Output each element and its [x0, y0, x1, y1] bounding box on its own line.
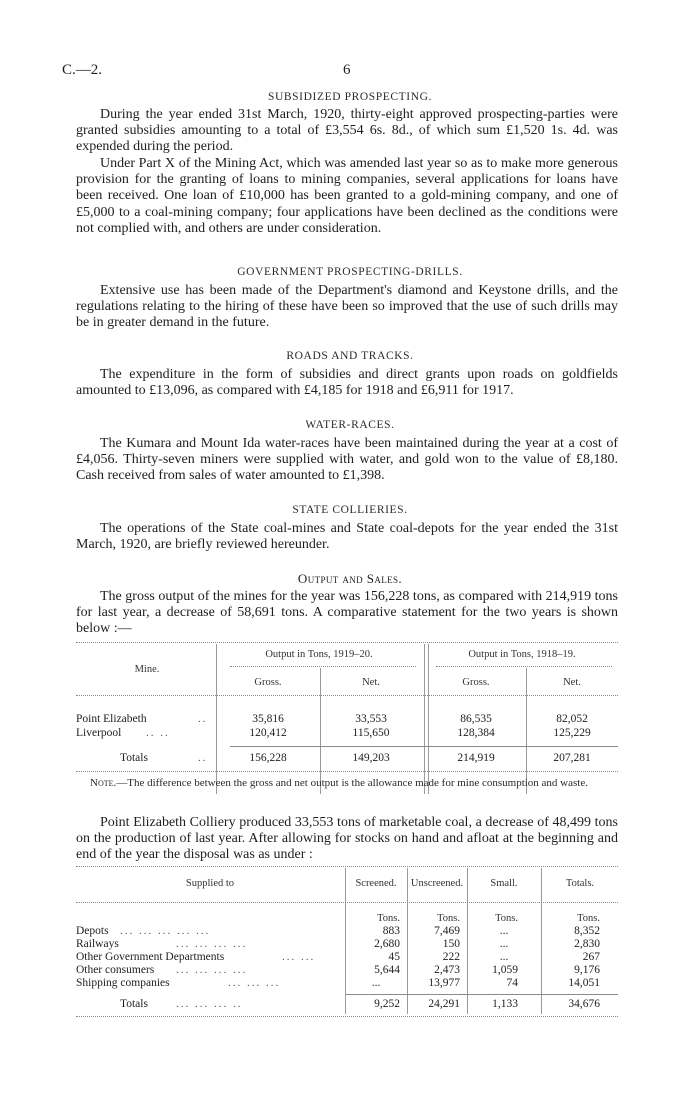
cell-value: 33,553 — [355, 713, 387, 725]
note-lead: Note. — [90, 777, 117, 789]
column-header-net: Net. — [563, 677, 581, 688]
total-value: 156,228 — [249, 752, 287, 764]
cell-value: 82,052 — [556, 713, 588, 725]
cell-value: 2,680 — [374, 938, 400, 950]
cell-value: 2,473 — [434, 964, 460, 976]
section-heading-subsidized: SUBSIDIZED PROSPECTING. — [268, 91, 432, 103]
cell-value: 5,644 — [374, 964, 400, 976]
paragraph-output: The gross output of the mines for the year was 156,228 tons, as compared with 214,919 tons for last year, a decrease of 58,691 tons. A comparative statement for the two years is shown below :— — [76, 589, 618, 637]
column-header-output-1918-19: Output in Tons, 1918–19. — [468, 649, 576, 660]
total-value: 9,252 — [374, 998, 400, 1010]
leader-dots: ... ... ... ... — [176, 964, 248, 976]
leader-dots: ... ... — [282, 951, 316, 963]
column-header-gross: Gross. — [254, 677, 282, 688]
unit-label: Tons. — [577, 913, 600, 924]
paragraph-collieries: The operations of the State coal-mines and State coal-depots for the year ended the 31st March, 1920, are briefly reviewed hereunder. — [76, 521, 618, 553]
unit-label: Tons. — [377, 913, 400, 924]
table-bottom-rule — [76, 1016, 618, 1017]
cell-value: ... — [499, 938, 509, 950]
totals-label: Totals — [120, 752, 148, 764]
paragraph-drills: Extensive use has been made of the Department's diamond and Keystone drills, and the regulations relating to the hiring of these have been so improved that the use of such drills may be in greater demand in the future. — [76, 283, 618, 331]
paragraph-point-elizabeth: Point Elizabeth Colliery produced 33,553 tons of marketable coal, a decrease of 48,499 tons on the production of last year. After allowing for stocks on hand and afloat at the beginning and end of the year the disposal was as under : — [76, 815, 618, 863]
total-value: 34,676 — [568, 998, 600, 1010]
cell-value: 150 — [442, 938, 460, 950]
cell-value: 128,384 — [457, 727, 495, 739]
leader-dots: .. — [198, 752, 208, 764]
cell-value: ... — [499, 925, 509, 937]
leader-dots: ... ... ... ... ... — [120, 925, 211, 937]
column-header-unscreened: Unscreened. — [410, 878, 464, 889]
leader-dots: ... ... ... .. — [176, 998, 243, 1010]
cell-value: 74 — [506, 977, 518, 989]
cell-value: 86,535 — [460, 713, 492, 725]
totals-top-rule — [230, 746, 618, 747]
cell-value: 222 — [442, 951, 460, 963]
cell-value: 45 — [388, 951, 400, 963]
paragraph-roads: The expenditure in the form of subsidies and direct grants upon roads on goldfields amounted to £13,096, as compared with £4,185 for 1918 and £6,911 for 1917. — [76, 367, 618, 399]
total-value: 1,133 — [492, 998, 518, 1010]
unit-label: Tons. — [437, 913, 460, 924]
cell-value: 35,816 — [252, 713, 284, 725]
row-label: Railways — [76, 938, 119, 950]
section-heading-roads: ROADS AND TRACKS. — [286, 350, 414, 362]
leader-dots: .. .. — [146, 727, 170, 739]
total-value: 214,919 — [457, 752, 495, 764]
document-reference: C.—2. — [62, 62, 103, 78]
cell-value: ... — [499, 951, 509, 963]
section-heading-drills: GOVERNMENT PROSPECTING-DRILLS. — [237, 266, 463, 278]
totals-top-rule — [346, 994, 618, 995]
column-divider — [541, 868, 542, 1014]
total-value: 207,281 — [553, 752, 591, 764]
totals-label: Totals — [120, 998, 148, 1010]
row-label: Depots — [76, 925, 109, 937]
total-value: 149,203 — [352, 752, 390, 764]
unit-label: Tons. — [495, 913, 518, 924]
row-label: Other Government Departments — [76, 951, 225, 963]
cell-value: 2,830 — [574, 938, 600, 950]
cell-value: 115,650 — [352, 727, 390, 739]
section-heading-output: Output and Sales. — [297, 571, 403, 586]
cell-value: 7,469 — [434, 925, 460, 937]
total-value: 24,291 — [428, 998, 460, 1010]
section-heading-water-races: WATER-RACES. — [305, 419, 395, 431]
cell-value: 8,352 — [574, 925, 600, 937]
group-header-rule — [436, 666, 612, 667]
header-bottom-rule — [76, 695, 618, 696]
column-header-supplied-to: Supplied to — [185, 878, 235, 889]
column-header-mine: Mine. — [134, 664, 160, 675]
row-label: Point Elizabeth — [76, 713, 147, 725]
column-header-output-1919-20: Output in Tons, 1919–20. — [265, 649, 373, 660]
table-top-rule — [76, 642, 618, 643]
column-header-small: Small. — [490, 878, 518, 889]
row-label: Liverpool — [76, 727, 122, 739]
cell-value: 120,412 — [249, 727, 287, 739]
row-label: Other consumers — [76, 964, 155, 976]
column-header-screened: Screened. — [355, 878, 397, 889]
header-bottom-rule — [76, 902, 618, 903]
paragraph-mining-act: Under Part X of the Mining Act, which was amended last year so as to make more generous provision for the granting of loans to mining companies, several applications for loans have been received. One loan of £10,000 has been granted to a gold-mining company, and one of £5,000 to a coal-mining company; four applications have been declined as the conditions were not complied with, and others are under consideration. — [76, 156, 618, 236]
table-note — [76, 776, 618, 792]
cell-value: 14,051 — [568, 977, 600, 989]
page-number: 6 — [343, 62, 351, 78]
column-header-gross: Gross. — [462, 677, 490, 688]
paragraph-water-races: The Kumara and Mount Ida water-races have been maintained during the year at a cost of £4,056. Thirty-seven miners were supplied with water, and gold won to the value of £8,180. Cash received from sales of water amounted to £1,398. — [76, 436, 618, 484]
cell-value: 267 — [582, 951, 600, 963]
leader-dots: ... ... ... ... — [176, 938, 248, 950]
table-top-rule — [76, 866, 618, 867]
cell-value: 13,977 — [428, 977, 460, 989]
leader-dots: ... ... ... — [228, 977, 281, 989]
table-bottom-rule — [76, 771, 618, 772]
row-label: Shipping companies — [76, 977, 170, 989]
leader-dots: .. — [198, 713, 208, 725]
cell-value: ... — [371, 977, 381, 989]
cell-value: 125,229 — [553, 727, 591, 739]
column-header-totals: Totals. — [565, 878, 595, 889]
column-header-net: Net. — [362, 677, 380, 688]
note-text: —The difference between the gross and net output is the allowance made for mine consumption and waste. — [116, 777, 588, 789]
cell-value: 9,176 — [574, 964, 600, 976]
group-header-rule — [230, 666, 416, 667]
cell-value: 883 — [382, 925, 400, 937]
paragraph-subsidies: During the year ended 31st March, 1920, thirty-eight approved prospecting-parties were granted subsidies amounting to a total of £3,554 6s. 8d., of which sum £1,520 1s. 4d. was expended during the period. — [76, 107, 618, 155]
section-heading-collieries: STATE COLLIERIES. — [292, 504, 408, 516]
cell-value: 1,059 — [492, 964, 518, 976]
